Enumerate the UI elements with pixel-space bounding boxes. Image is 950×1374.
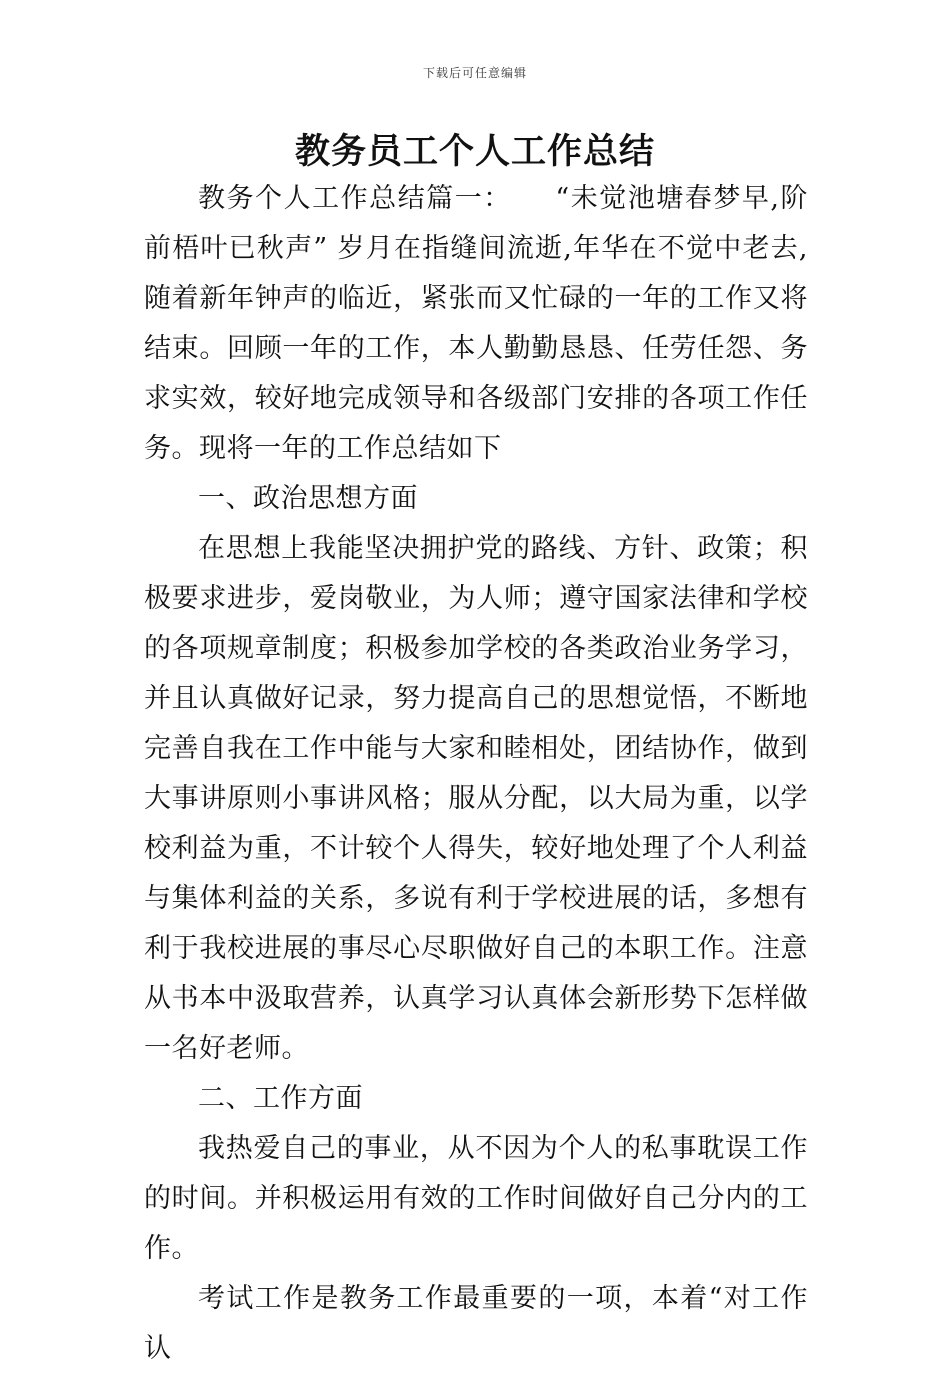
section-heading-politics: 一、政治思想方面: [198, 483, 418, 514]
paragraph-politics: 在思想上我能坚决拥护党的路线、方针、政策；积极要求进步，爱岗敬业，为人师；遵守国家法律和学校的各项规章制度；积极参加学校的各类政治业务学习，并且认真做好记录，努力提高自己的思想觉悟，不断地完善自我在工作中能与大家和睦相处，团结协作，做到大事讲原则小事讲风格；服从分配，以大局为重，以学校利益为重，不计较个人得失，较好地处理了个人利益与集体利益的关系，多说有利于学校进展的话，多想有利于我校进展的事尽心尽职做好自己的本职工作。注意从书本中汲取营养，认真学习认真体会新形势下怎样做一名好老师。: [144, 533, 808, 1064]
paragraph-intro: 教务个人工作总结篇一： “未觉池塘春梦早,阶前梧叶已秋声” 岁月在指缝间流逝,年华在不觉中老去,随着新年钟声的临近，紧张而又忙碌的一年的工作又将结束。回顾一年的工作，本人勤勤恳恳、任劳任怨、务求实效，较好地完成领导和各级部门安排的各项工作任务。现将一年的工作总结如下: [144, 183, 808, 464]
document-body: [144, 174, 808, 1374]
paragraph-exam: 考试工作是教务工作最重要的一项，本着“对工作认: [144, 1283, 808, 1364]
document-title: 教务员工个人工作总结: [294, 132, 655, 172]
header-note: 下载后可任意编辑: [422, 66, 527, 80]
paragraph-work: 我热爱自己的事业，从不因为个人的私事耽误工作的时间。并积极运用有效的工作时间做好自己分内的工作。: [144, 1133, 808, 1264]
section-heading-work: 二、工作方面: [198, 1083, 363, 1114]
